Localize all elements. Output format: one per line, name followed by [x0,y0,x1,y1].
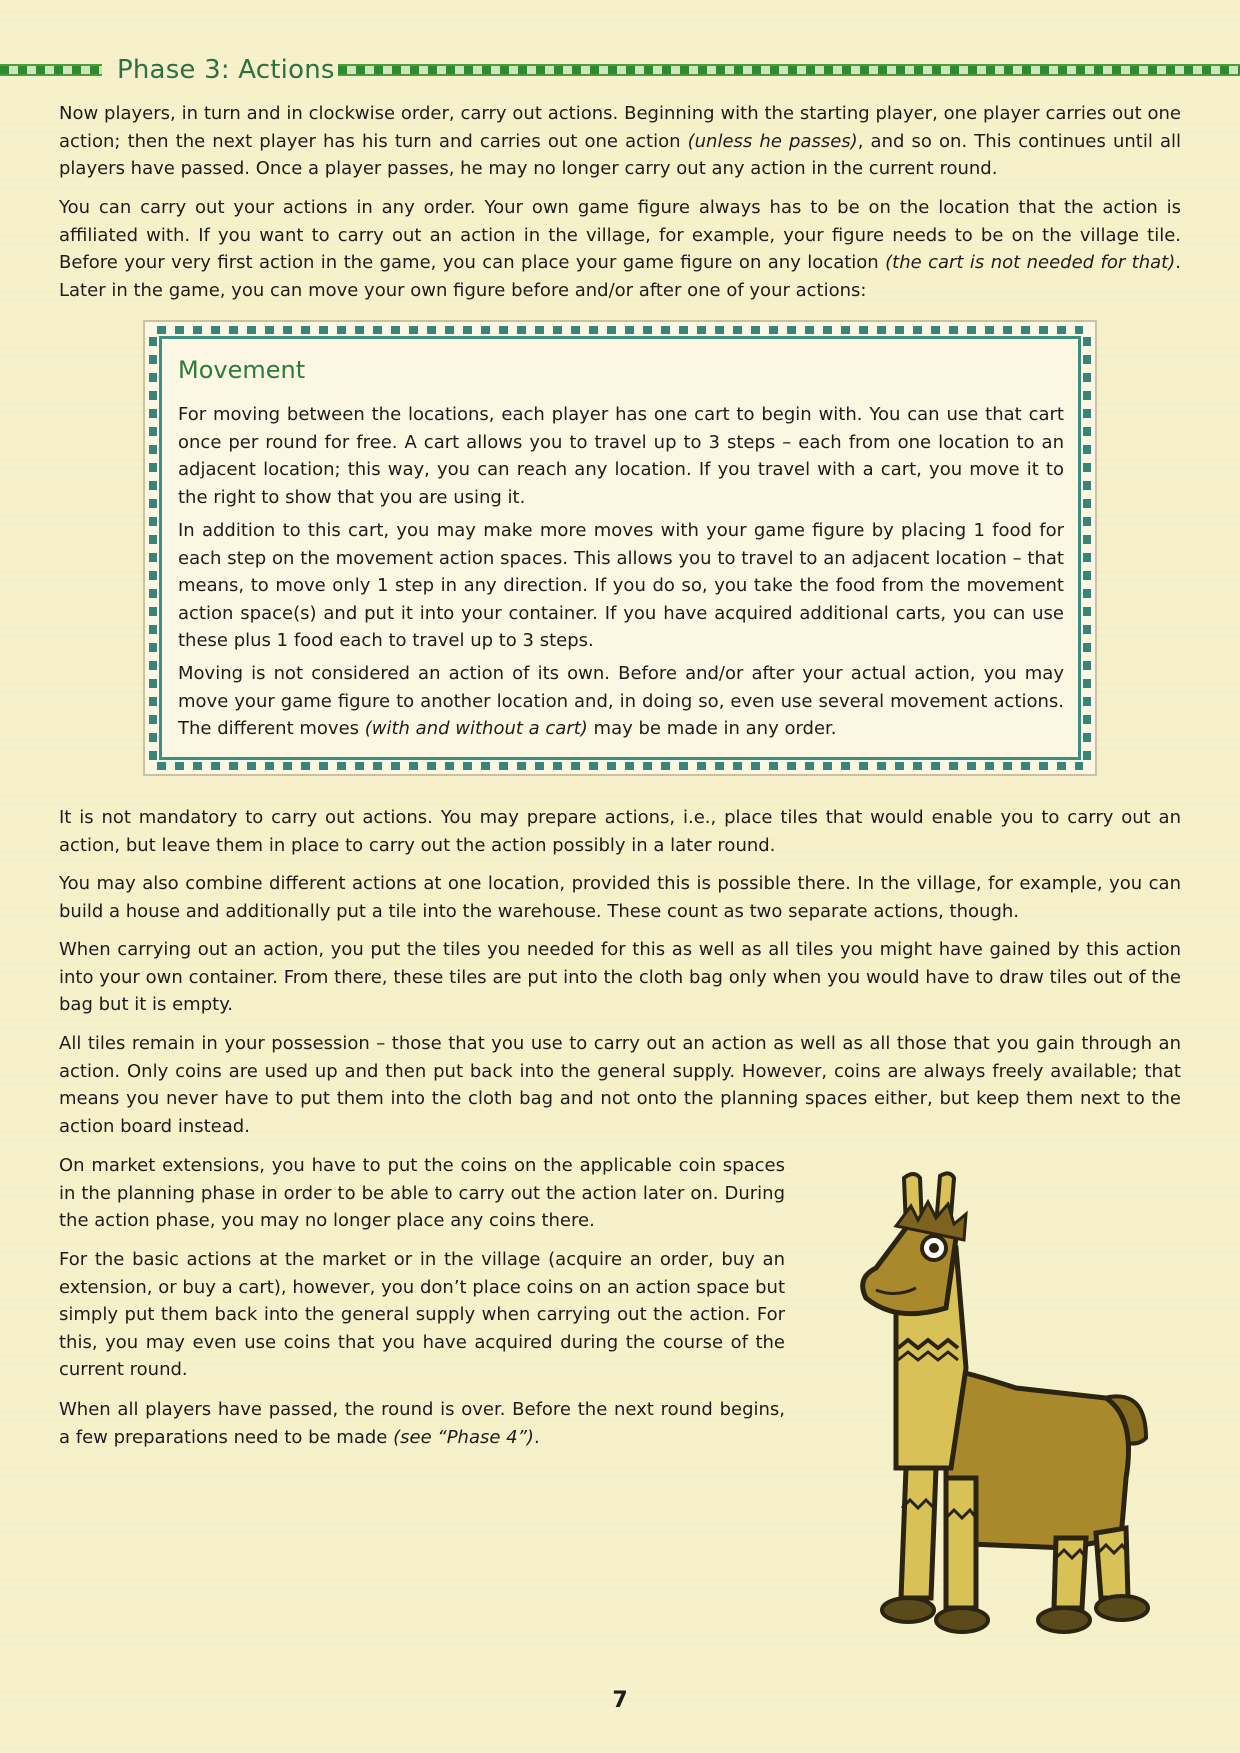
italic-note: (unless he passes) [687,130,858,152]
body-paragraph-5: When carrying out an action, you put the tiles you needed for this as well as all tiles you might have gained by this action into your own container. From there, these tiles are put into the cloth bag only when you would have to draw tiles out of the bag but it is empty. [59,939,1181,1015]
intro-paragraph-1 [59,100,1181,183]
box-border-dashes-bottom [157,762,1083,770]
body-paragraph-8: For the basic actions at the market or in the village (acquire an order, buy an extension, or buy a cart), however, you don’t place coins on an action space but simply put them back into the general supply when carrying out the action. For this, you may even use coins that you have acquired during the course of the current round. [59,1249,785,1380]
movement-paragraph-1: For moving between the locations, each player has one cart to begin with. You can use that cart once per round for free. A cart allows you to travel up to 3 steps – each from one location to an adjacent location; this way, you can reach any location. If you travel with a cart, you move it to the right to show that you are using it. [178,404,1064,508]
movement-paragraph-2: In addition to this cart, you may make more moves with your game figure by placing 1 food for each step on the movement action spaces. This allows you to travel to an adjacent location – that means, to move only 1 step in any direction. If you do so, you take the food from the movement action space(s) and put it into your container. If you have acquired additional carts, you can use these plus 1 food each to travel up to 3 steps. [178,520,1064,651]
llama-illustration [836,1148,1166,1678]
body-paragraph-9 [59,1396,785,1451]
section-header [0,52,1240,88]
body-paragraph-3: It is not mandatory to carry out actions. You may prepare actions, i.e., place tiles that would enable you to carry out an action, but leave them in place to carry out the action possibly in a later round. [59,807,1181,856]
movement-paragraph-3 [178,660,1064,743]
text-span: You can carry out your actions in any order. Your own game figure always has to be on the location that the action is affiliated with. If you want to carry out an action in the village, for example, your figure needs to be on the village tile. Before your very first action in the game, you can place your game figure on any location [59,197,1181,273]
header-stripe-right [338,64,1240,76]
italic-note: (see “Phase 4”) [393,1426,534,1448]
box-border-dashes-right [1083,336,1091,760]
text-span: . Later in the game, you can move your own figure before and/or after one of your actions: [59,252,1181,301]
page-number: 7 [612,1688,628,1713]
text-span: may be made in any order. [587,718,837,739]
box-border-dashes-left [149,336,157,760]
body-paragraph-4: You may also combine different actions at one location, provided this is possible there. In the village, for example, you can build a house and additionally put a tile into the warehouse. These count as two separate actions, though. [59,873,1181,922]
intro-paragraph-2 [59,194,1181,304]
section-title: Phase 3: Actions [117,55,335,85]
italic-note: (the cart is not needed for that) [885,252,1176,273]
header-stripe-left [0,64,102,76]
movement-box [143,320,1097,776]
text-span: Moving is not considered an action of its own. Before and/or after your actual action, you may move your game figure to another location and, in doing so, even use several movement actions. The different moves [178,663,1064,739]
italic-note: (with and without a cart) [364,718,588,739]
text-span: , and so on. This continues until all players have passed. Once a player passes, he may no longer carry out any action in the current round. [59,130,1181,179]
body-paragraph-6: All tiles remain in your possession – those that you use to carry out an action as well as all those that you gain through an action. Only coins are used up and then put back into the general supply. However, coins are always freely available; that means you never have to put them into the cloth bag and not onto the planning spaces either, but keep them next to the action board instead. [59,1033,1181,1137]
text-span: When all players have passed, the round is over. Before the next round begins, a few preparations need to be made [59,1399,785,1448]
box-border-dashes-top [157,326,1083,334]
text-span: . [533,1426,540,1448]
movement-box-title: Movement [178,356,306,384]
body-paragraph-7: On market extensions, you have to put the coins on the applicable coin spaces in the planning phase in order to be able to carry out the action later on. During the action phase, you may no longer place any coins there. [59,1155,785,1231]
text-span: Now players, in turn and in clockwise order, carry out actions. Beginning with the starting player, one player carries out one action; then the next player has his turn and carries out one action [59,103,1181,152]
